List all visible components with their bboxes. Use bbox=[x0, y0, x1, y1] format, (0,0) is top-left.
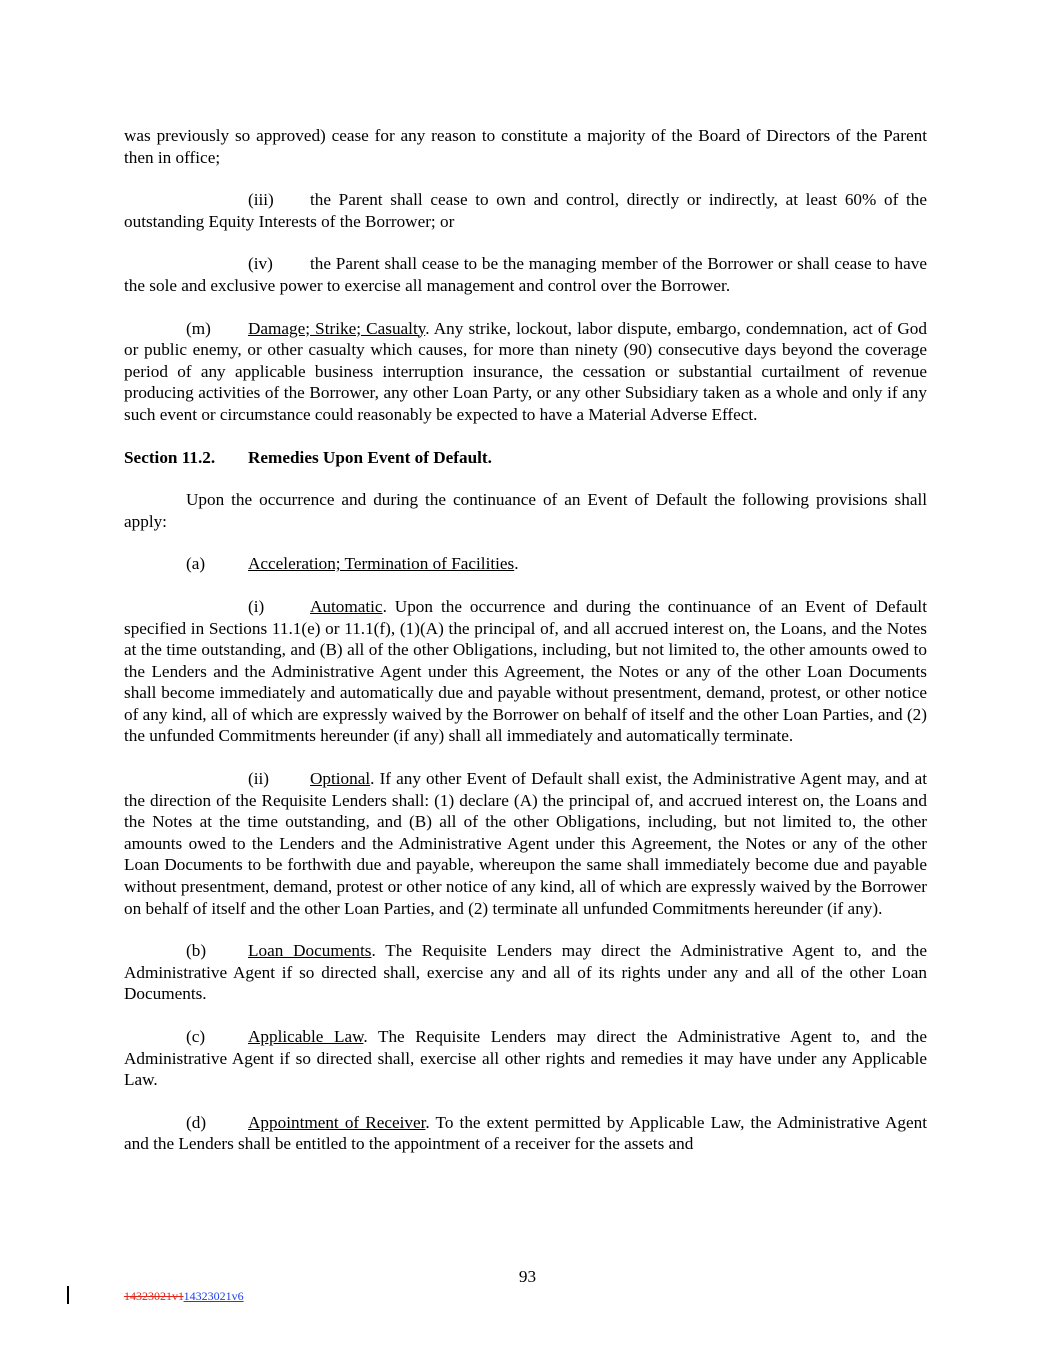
clause-title: Acceleration; Termination of Facilities bbox=[248, 554, 515, 574]
clause-text: the Parent shall cease to own and control, directly or indirectly, at least 60% of the outstanding Equity Interests of the Borrower; or bbox=[124, 190, 927, 231]
clause-number: (a) bbox=[186, 554, 206, 574]
clause-text: . Upon the occurrence and during the continuance of an Event of Default specified in Sections 11.1(e) or 11.1(f), (1)(A) the principal of, and all accrued interest on, the Loans, and the Notes at the time outstanding, and (B) all of the other Obligations, including, but not limited to, the other amounts owed to the Lenders and the Administrative Agent under this Agreement, the Notes or any of the other Loan Documents shall become immediately and automatically due and payable without presentment, demand, protest, or other notice of any kind, all of which are expressly waived by the Borrower on behalf of itself and the other Loan Parties, and (2) the unfunded Commitments hereunder (if any) shall all immediately and automatically terminate. bbox=[124, 596, 927, 746]
section-title: Remedies Upon Event of Default. bbox=[248, 447, 492, 467]
clause-text: . The Requisite Lenders may direct the Administrative Agent to, and the Administrative Agent if so directed shall, exercise any and all of its rights under any and all of the other Loan Documents. bbox=[124, 941, 927, 1004]
clause-title: Automatic bbox=[310, 596, 383, 616]
clause-title: Loan Documents bbox=[248, 941, 372, 961]
clause-text: . Any strike, lockout, labor dispute, embargo, condemnation, act of God or public enemy, or other casualty which causes, for more than ninety (90) consecutive days beyond the coverage period of any applicable business interruption insurance, the cessation or substantial curtailment of revenue producing activities of the Borrower, any other Loan Party, or any other Subsidiary taken as a whole and only if any such event or circumstance could reasonably be expected to have a Material Adverse Effect. bbox=[124, 318, 927, 424]
clause-number: (ii) bbox=[248, 769, 269, 789]
inserted-doc-id: 14323021v6 bbox=[183, 1289, 244, 1303]
section-intro bbox=[124, 489, 927, 532]
clause-iv bbox=[124, 253, 927, 296]
clause-a-i bbox=[124, 596, 927, 747]
clause-m bbox=[124, 318, 927, 426]
clause-number: (iii) bbox=[248, 190, 274, 210]
clause-number: (c) bbox=[186, 1027, 206, 1046]
document-body bbox=[124, 125, 927, 1176]
change-bar bbox=[67, 1286, 69, 1304]
clause-number: (iv) bbox=[248, 254, 273, 274]
paragraph-continuation bbox=[124, 125, 927, 168]
clause-number: (i) bbox=[248, 596, 265, 616]
clause-title: Optional bbox=[310, 769, 371, 789]
clause-title: Damage; Strike; Casualty bbox=[248, 318, 426, 338]
paragraph-text: Upon the occurrence and during the continuance of an Event of Default the following provisions shall apply: bbox=[124, 490, 927, 531]
clause-text: . The Requisite Lenders may direct the Administrative Agent to, and the Administrative Agent if so directed shall, exercise all other rights and remedies it may have under any Applicable Law. bbox=[124, 1027, 928, 1090]
paragraph-text: was previously so approved) cease for any reason to constitute a majority of the Board of Directors of the Parent then in office; bbox=[124, 126, 927, 167]
section-heading bbox=[124, 447, 927, 469]
clause-a bbox=[124, 553, 927, 575]
clause-d bbox=[124, 1112, 927, 1155]
clause-text: . To the extent permitted by Applicable Law, the Administrative Agent and the Lenders shall be entitled to the appointment of a receiver for the assets and bbox=[124, 1112, 927, 1154]
section-number: Section 11.2. bbox=[124, 447, 216, 467]
deleted-doc-id: 14323021v1 bbox=[124, 1289, 184, 1303]
clause-number: (d) bbox=[186, 1112, 207, 1132]
clause-title: Appointment of Receiver bbox=[248, 1112, 426, 1132]
clause-a-ii bbox=[124, 768, 927, 919]
clause-punct: . bbox=[514, 554, 519, 574]
clause-b bbox=[124, 940, 927, 1005]
clause-number: (m) bbox=[186, 318, 211, 338]
clause-iii bbox=[124, 189, 927, 232]
document-id-footer bbox=[124, 1289, 244, 1303]
clause-text: . If any other Event of Default shall exist, the Administrative Agent may, and at the direction of the Requisite Lenders shall: (1) declare (A) the principal of, and accrued interest on, the Loans and the Notes at the time outstanding, and (B) all of the other Obligations, including, but not limited to, the other amounts owed to the Lenders and the Administrative Agent under this Agreement, the Notes or any of the other Loan Documents to be forthwith due and payable, whereupon the same shall immediately become due and payable without presentment, demand, protest or other notice of any kind, all of which are expressly waived by the Borrower on behalf of itself and the other Loan Parties, and (2) terminate all unfunded Commitments hereunder (if any). bbox=[124, 769, 927, 918]
page-number: 93 bbox=[518, 1267, 537, 1286]
clause-number: (b) bbox=[186, 941, 207, 961]
clause-title: Applicable Law bbox=[248, 1027, 364, 1046]
clause-text: the Parent shall cease to be the managing member of the Borrower or shall cease to have the sole and exclusive power to exercise all management and control over the Borrower. bbox=[124, 254, 927, 295]
clause-c bbox=[124, 1026, 927, 1091]
